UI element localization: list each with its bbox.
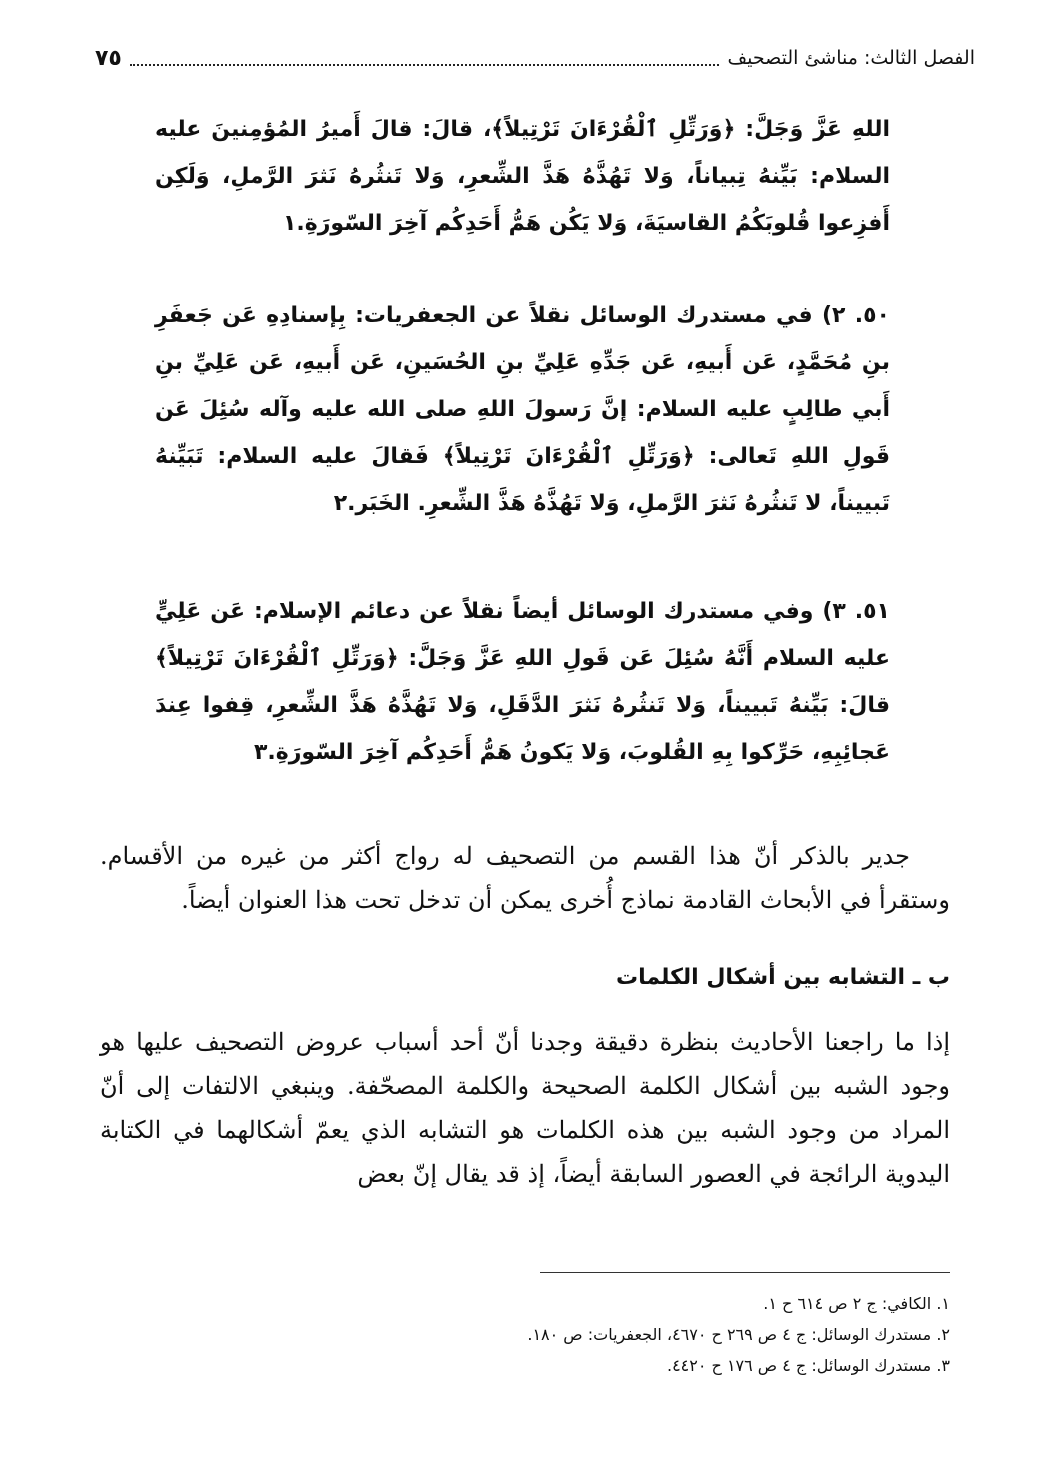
body-paragraph-similarity <box>100 1020 950 1196</box>
paragraph-text: إذا ما راجعنا الأحاديث بنظرة دقيقة وجدنا أنّ أحد أسباب عروض التصحيف عليها هو وجود الشبه بين أشكال الكلمة الصحيحة والكلمة المصحّفة. وينبغي الالتفات إلى أنّ المراد من وجود الشبه بين هذه الكلمات هو التشابه الذي يعمّ أشكالهما في الكتابة اليدوية الرائجة في العصور السابقة أيضاً، إذ قد يقال إنّ بعض <box>100 1028 950 1188</box>
footnote-2: ٢. مستدرك الوسائل: ج ٤ ص ٢٦٩ ح ٤٦٧٠، الجعفريات: ص ١٨٠. <box>527 1325 950 1344</box>
footnote-separator <box>540 1272 950 1273</box>
hadith-text: ٥٠. ٢) في مستدرك الوسائل نقلاً عن الجعفريات: بِإسنادِهِ عَن جَعفَرِ بنِ مُحَمَّدٍ، عَن أَبيهِ، عَن جَدِّهِ عَلِيِّ بنِ الحُسَينِ، عَن أَبيهِ، عَن عَلِيِّ بنِ أَبي طالِبٍ عليه السلام: إنَّ رَسولَ اللهِ صلى الله عليه وآله سُئِلَ عَن قَولِ اللهِ تَعالى: ﴿وَرَتِّلِ ٱلْقُرْءَانَ تَرْتِيلاً﴾ فَقالَ عليه السلام: تَبَيِّنهُ تَبييناً، لا تَنثُرهُ نَثرَ الرَّملِ، وَلا تَهُذَّهُ هَذَّ الشِّعرِ. الخَبَر.٢ <box>155 303 890 516</box>
running-header <box>95 38 975 78</box>
footnote-1: ١. الكافي: ج ٢ ص ٦١٤ ح ١. <box>763 1294 950 1313</box>
header-dot-leader <box>130 50 720 66</box>
hadith-quote-1 <box>155 106 890 247</box>
body-paragraph-note <box>100 834 950 922</box>
chapter-title: الفصل الثالث: مناشئ التصحيف <box>727 47 975 69</box>
paragraph-text: جدير بالذكر أنّ هذا القسم من التصحيف له رواج أكثر من غيره من الأقسام. وستقرأ في الأبحاث القادمة نماذج أُخرى يمكن أن تدخل تحت هذا العنوان أيضاً. <box>100 842 950 914</box>
hadith-text: ٥١. ٣) وفي مستدرك الوسائل أيضاً نقلاً عن دعائم الإسلام: عَن عَلِيٍّ عليه السلام أَنَّهُ سُئِلَ عَن قَولِ اللهِ عَزَّ وَجَلَّ: ﴿وَرَتِّلِ ٱلْقُرْءَانَ تَرْتِيلاً﴾ قالَ: بَيِّنهُ تَبييناً، وَلا تَنثُرهُ نَثرَ الدَّقَلِ، وَلا تَهُذَّهُ هَذَّ الشِّعرِ، قِفوا عِندَ عَجائِبِهِ، حَرِّكوا بِهِ القُلوبَ، وَلا يَكونُ هَمُّ أَحَدِكُم آخِرَ السّورَةِ.٣ <box>155 599 890 765</box>
footnote-3: ٣. مستدرك الوسائل: ج ٤ ص ١٧٦ ح ٤٤٢٠. <box>666 1356 950 1375</box>
hadith-quote-3 <box>155 588 890 776</box>
page-number: ٧٥ <box>95 45 122 71</box>
hadith-text: اللهِ عَزَّ وَجَلَّ: ﴿وَرَتِّلِ ٱلْقُرْءَانَ تَرْتِيلاً﴾، قالَ: قالَ أَميرُ المُؤمِنينَ عليه السلام: بَيِّنهُ تِبياناً، وَلا تَهُذَّهُ هَذَّ الشِّعرِ، وَلا تَنثُرهُ نَثرَ الرَّملِ، وَلَكِن أَفزِعوا قُلوبَكُمُ القاسيَةَ، وَلا يَكُن هَمُّ أَحَدِكُم آخِرَ السّورَةِ.١ <box>155 117 890 236</box>
hadith-quote-2 <box>155 292 890 527</box>
section-heading: ب ـ التشابه بين أشكال الكلمات <box>615 965 950 990</box>
footnotes <box>400 1288 950 1381</box>
